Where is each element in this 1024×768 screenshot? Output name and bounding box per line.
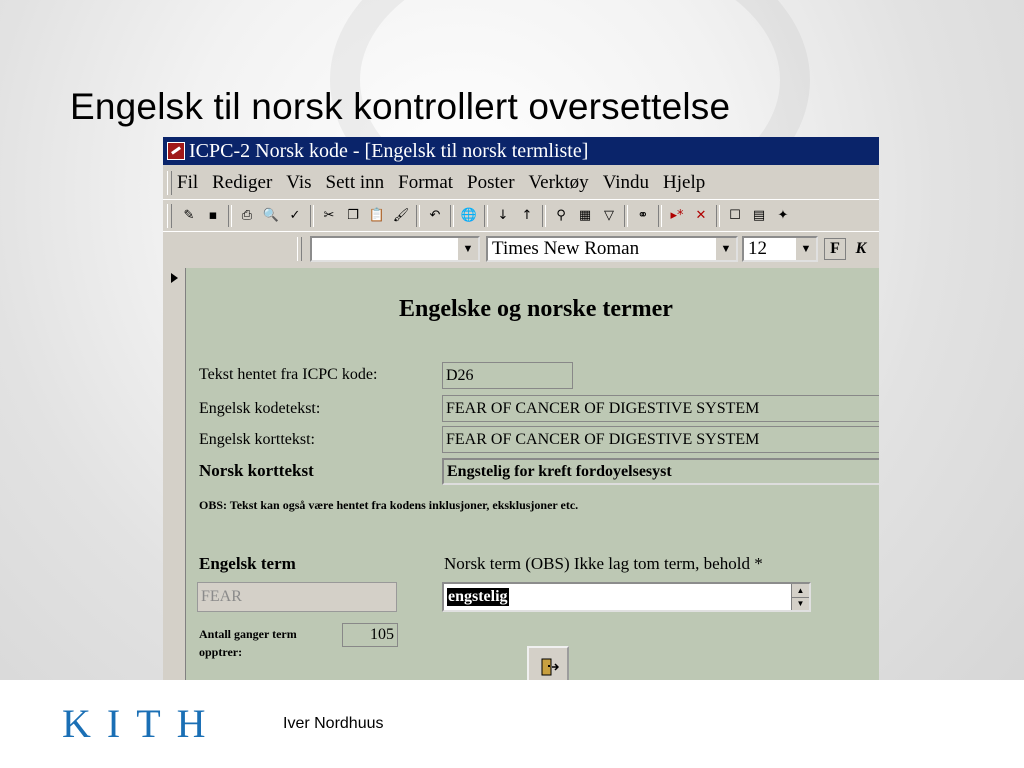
toolbar-separator (716, 205, 720, 227)
chevron-down-icon[interactable]: ▼ (716, 238, 736, 260)
english-short-text-label: Engelsk korttekst: (199, 431, 315, 448)
menubar-grip[interactable] (167, 171, 172, 195)
icpc-code-label: Tekst hentet fra ICPC kode: (199, 366, 378, 383)
paste-icon[interactable]: 📋 (368, 208, 386, 223)
english-term-label: Engelsk term (199, 554, 296, 573)
font-size-combo[interactable] (742, 236, 818, 262)
current-record-arrow-icon (171, 273, 178, 283)
application-window (163, 137, 879, 696)
undo-icon[interactable]: ↶ (429, 208, 441, 223)
toolbar-separator (228, 205, 232, 227)
app-icon[interactable] (167, 142, 185, 160)
menu-poster[interactable]: Poster (467, 171, 515, 193)
note-text: OBS: Tekst kan også være hentet fra kodens inklusjoner, eksklusjoner etc. (199, 498, 579, 512)
database-window-icon[interactable]: ▤ (752, 208, 766, 223)
norwegian-term-label: Norsk term (OBS) Ikke lag tom term, behold * (444, 554, 763, 573)
filter-by-selection-icon[interactable]: ⚲ (556, 208, 566, 223)
menu-sett-inn[interactable]: Sett inn (325, 171, 385, 193)
english-code-text-field[interactable]: FEAR OF CANCER OF DIGESTIVE SYSTEM (442, 395, 879, 422)
exit-door-icon (537, 656, 559, 678)
term-count-field[interactable]: 105 (342, 623, 398, 647)
author-name: Iver Nordhuus (283, 715, 384, 732)
norwegian-term-value: engstelig (448, 588, 508, 605)
spelling-icon[interactable]: ✓ (289, 208, 301, 223)
chevron-down-icon[interactable]: ▼ (796, 238, 816, 260)
menu-vis[interactable]: Vis (286, 171, 312, 193)
copy-icon[interactable]: ❐ (347, 208, 359, 223)
scroll-up-icon[interactable]: ▲ (792, 584, 809, 598)
menu-rediger[interactable]: Rediger (212, 171, 273, 193)
bold-button[interactable]: F (824, 238, 846, 260)
sort-ascending-icon[interactable]: ↓ (497, 208, 509, 223)
formatting-toolbar (163, 232, 879, 266)
norwegian-short-text-label: Norsk korttekst (199, 461, 314, 480)
toolbar-separator (624, 205, 628, 227)
norwegian-term-input[interactable] (442, 582, 811, 612)
menu-format[interactable]: Format (398, 171, 454, 193)
toolbar-grip[interactable] (167, 204, 172, 228)
hyperlink-icon[interactable]: 🌐 (460, 208, 478, 223)
toolbar-separator (542, 205, 546, 227)
menu-vindu[interactable]: Vindu (602, 171, 650, 193)
term-count-label: Antall ganger term opptrer: (199, 627, 297, 659)
format-painter-icon[interactable]: 🖌 (392, 208, 410, 223)
apply-filter-icon[interactable]: ▽ (604, 208, 614, 223)
properties-icon[interactable]: ☐ (729, 208, 741, 223)
find-icon[interactable]: ⚭ (637, 208, 649, 223)
toolbar-separator (310, 205, 314, 227)
menu-fil[interactable]: Fil (177, 171, 199, 193)
standard-toolbar (163, 200, 879, 232)
save-icon[interactable]: ▪ (208, 208, 218, 223)
norwegian-short-text-field[interactable]: Engstelig for kreft fordoyelsesyst (442, 458, 879, 485)
font-name-combo[interactable] (486, 236, 738, 262)
toolbar-separator (416, 205, 420, 227)
form-heading: Engelske og norske termer (399, 296, 673, 322)
font-name-value: Times New Roman (492, 238, 640, 259)
scroll-down-icon[interactable]: ▼ (796, 599, 805, 609)
menu-bar (163, 166, 879, 200)
window-titlebar[interactable] (163, 137, 879, 165)
toolbar-separator (450, 205, 454, 227)
english-term-field[interactable]: FEAR (197, 582, 397, 612)
sort-descending-icon[interactable]: ↑ (521, 208, 533, 223)
object-combo[interactable] (310, 236, 480, 262)
menu-verktoy[interactable]: Verktøy (528, 171, 589, 193)
slide-title: Engelsk til norsk kontrollert oversettelse (70, 86, 731, 127)
record-selector[interactable] (163, 268, 186, 696)
new-object-icon[interactable]: ✦ (777, 208, 789, 223)
form-detail (163, 268, 879, 696)
norwegian-term-scrollbar[interactable] (791, 584, 809, 610)
kith-logo: KITH (62, 701, 222, 746)
english-short-text-field[interactable]: FEAR OF CANCER OF DIGESTIVE SYSTEM (442, 426, 879, 453)
italic-button[interactable]: K (850, 238, 872, 260)
new-record-icon[interactable]: ▸* (670, 208, 684, 223)
formatbar-grip[interactable] (297, 237, 302, 261)
cut-icon[interactable]: ✂ (323, 208, 335, 223)
toolbar-separator (484, 205, 488, 227)
menu-hjelp[interactable]: Hjelp (663, 171, 706, 193)
english-code-text-label: Engelsk kodetekst: (199, 400, 321, 417)
window-title: ICPC-2 Norsk kode - [Engelsk til norsk termliste] (189, 139, 589, 162)
print-preview-icon[interactable]: 🔍 (262, 208, 280, 223)
delete-record-icon[interactable]: ✕ (695, 208, 707, 223)
chevron-down-icon[interactable]: ▼ (458, 238, 478, 260)
toolbar-separator (658, 205, 662, 227)
font-size-value: 12 (748, 238, 767, 259)
design-view-icon[interactable]: ✎ (183, 208, 195, 223)
filter-by-form-icon[interactable]: ▦ (578, 208, 592, 223)
print-icon[interactable]: ⎙ (241, 208, 253, 223)
icpc-code-field[interactable]: D26 (442, 362, 573, 389)
